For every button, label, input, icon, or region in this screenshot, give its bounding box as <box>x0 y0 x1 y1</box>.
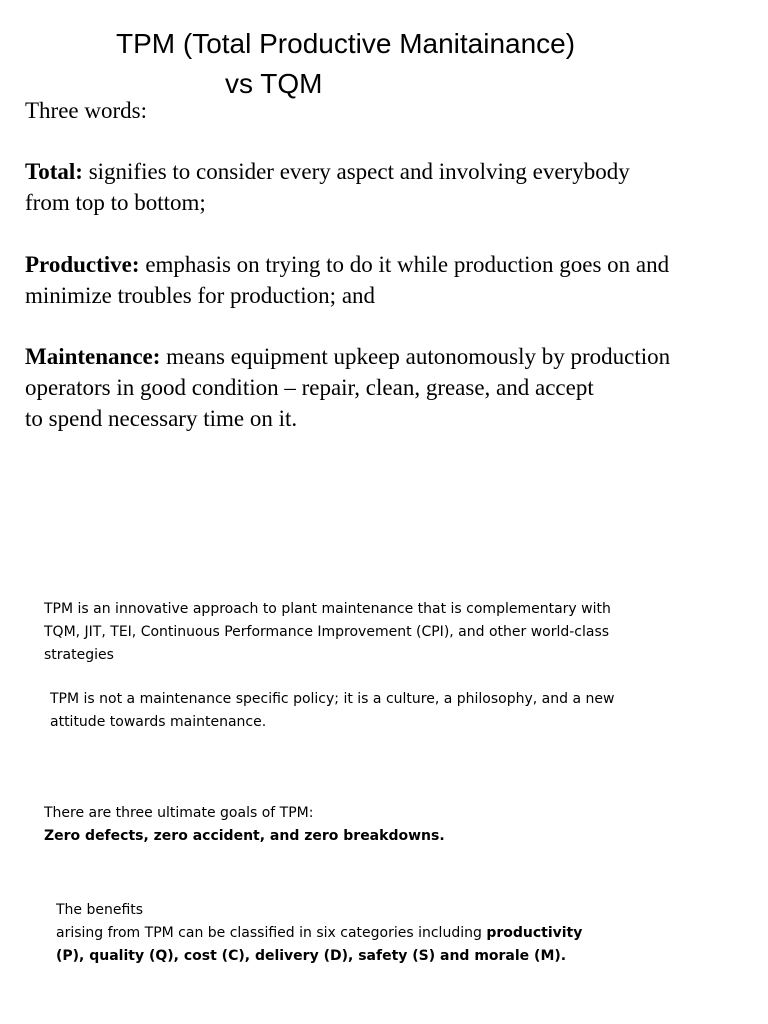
definition-term: Total: <box>25 159 83 184</box>
intro-text: Three words: <box>25 98 147 123</box>
paragraph-line: The benefits <box>56 902 144 918</box>
paragraph-line: There are three ultimate goals of TPM: <box>44 805 314 821</box>
definition-line <box>25 156 630 187</box>
definition-text: signifies to consider every aspect and involving everybody <box>82 159 630 184</box>
paragraph-line-bold: (P), quality (Q), cost (C), delivery (D), safety (S) and morale (M). <box>56 948 567 964</box>
definition-text: emphasis on trying to do it while production goes on and <box>139 252 670 277</box>
paragraph-line: attitude towards maintenance. <box>50 714 267 730</box>
definition-line: minimize troubles for production; and <box>25 283 376 308</box>
definition-line: operators in good condition – repair, clean, grease, and accept <box>25 375 594 400</box>
definition-line: from top to bottom; <box>25 190 206 215</box>
title-line-2: vs TQM <box>225 68 323 99</box>
paragraph-line: TPM is not a maintenance specific policy; it is a culture, a philosophy, and a new <box>50 691 615 707</box>
definition-line <box>25 249 669 280</box>
paragraph-line: TQM, JIT, TEI, Continuous Performance Improvement (CPI), and other world-class <box>44 624 610 640</box>
paragraph-line: strategies <box>44 647 114 663</box>
paragraph-line-bold: Zero defects, zero accident, and zero breakdowns. <box>44 828 445 844</box>
definition-text: means equipment upkeep autonomously by production <box>160 344 671 369</box>
paragraph-text: arising from TPM can be classified in six categories including <box>56 925 487 941</box>
paragraph-line: TPM is an innovative approach to plant maintenance that is complementary with <box>44 601 611 617</box>
paragraph-line <box>56 922 582 945</box>
paragraph-text-bold: productivity <box>486 925 583 941</box>
definition-term: Productive: <box>25 252 140 277</box>
definition-line <box>25 341 670 372</box>
definition-term: Maintenance: <box>25 344 161 369</box>
title-line-1: TPM (Total Productive Manitainance) <box>116 28 576 59</box>
definition-line: to spend necessary time on it. <box>25 406 298 431</box>
